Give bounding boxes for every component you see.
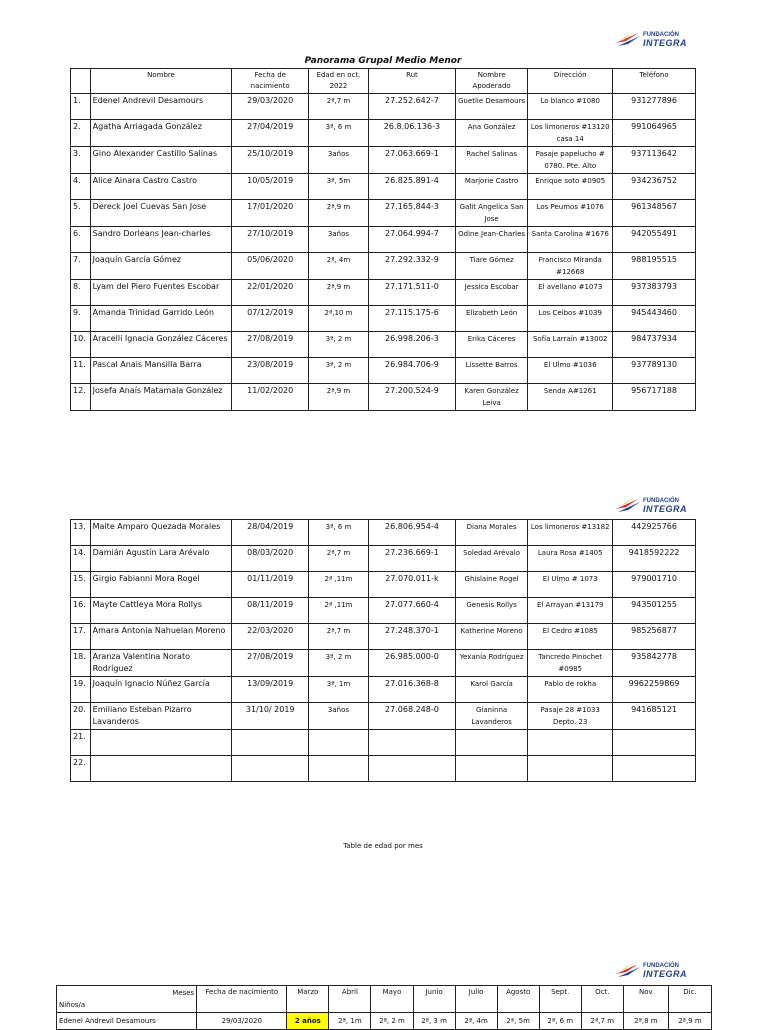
birth-date: 17/01/2020 xyxy=(232,200,309,227)
age-value: 3años xyxy=(308,147,368,174)
roster-table-1 xyxy=(70,68,696,411)
header-guardian: Nombre Apoderado xyxy=(455,69,527,94)
header-address: Dirección xyxy=(528,69,613,94)
child-name: Damián Agustín Lara Arévalo xyxy=(90,546,232,572)
rut-value: 27.077.660-4 xyxy=(368,598,455,624)
birth-date: 01/11/2019 xyxy=(232,572,309,598)
guardian-name: Odine Jean-Charles xyxy=(455,227,527,253)
phone-value xyxy=(613,756,696,782)
guardian-name: Erika Cáceres xyxy=(455,332,527,358)
header-age: Edad en oct. 2022 xyxy=(308,69,368,94)
guardian-name: Genesis Rollys xyxy=(455,598,527,624)
row-number: 21. xyxy=(71,730,91,756)
age-value xyxy=(308,730,368,756)
table-row xyxy=(71,147,696,174)
guardian-name xyxy=(455,730,527,756)
rut-value: 27.063.669-1 xyxy=(368,147,455,174)
age-value: 3años xyxy=(308,227,368,253)
age-value: 3ª, 6 m xyxy=(308,120,368,147)
months-cell: 2ª, 1m xyxy=(329,1013,371,1030)
months-corner-cell xyxy=(57,986,197,1013)
phone-value: 934236752 xyxy=(613,174,696,200)
months-header: Mayo xyxy=(371,986,413,1013)
months-cell: 2ª,9 m xyxy=(668,1013,711,1030)
fundacion-integra-logo xyxy=(616,497,687,513)
integra-logo-icon xyxy=(616,962,640,978)
header-phone: Teléfono xyxy=(613,69,696,94)
months-cell: 2ª, 4m xyxy=(455,1013,497,1030)
header-row xyxy=(71,69,696,94)
logo-line1: FUNDACIÓN xyxy=(643,32,679,38)
table-row xyxy=(71,546,696,572)
birth-date: 25/10/2019 xyxy=(232,147,309,174)
months-cell: 2ª, 5m xyxy=(497,1013,539,1030)
table-row xyxy=(71,94,696,120)
age-value: 2ª ,11m xyxy=(308,572,368,598)
birth-date xyxy=(232,756,309,782)
row-number: 2. xyxy=(71,120,91,147)
months-header: Julio xyxy=(455,986,497,1013)
months-header: Oct. xyxy=(581,986,623,1013)
child-name: Amara Antonia Nahuelan Moreno xyxy=(90,624,232,650)
guardian-name: Ghislaine Rogel xyxy=(455,572,527,598)
months-header: Sept. xyxy=(539,986,581,1013)
rut-value: 26.8.06.136-3 xyxy=(368,120,455,147)
header-rut: Rut xyxy=(368,69,455,94)
guardian-name: Marjorie Castro xyxy=(455,174,527,200)
row-number: 17. xyxy=(71,624,91,650)
age-value: 3años xyxy=(308,703,368,730)
birth-date xyxy=(232,730,309,756)
address-value: Los Peumos #1076 xyxy=(528,200,613,227)
rut-value xyxy=(368,730,455,756)
months-cell: 2ª, 3 m xyxy=(413,1013,455,1030)
table-row xyxy=(71,332,696,358)
phone-value: 937383793 xyxy=(613,280,696,306)
age-value: 2ª,7 m xyxy=(308,94,368,120)
child-name: Gino Alexander Castillo Salinas xyxy=(90,147,232,174)
age-value: 2ª ,11m xyxy=(308,598,368,624)
rut-value: 27.236.669-1 xyxy=(368,546,455,572)
row-number: 1. xyxy=(71,94,91,120)
birth-date: 22/03/2020 xyxy=(232,624,309,650)
table-row xyxy=(71,598,696,624)
months-header: Abril xyxy=(329,986,371,1013)
months-data-row xyxy=(57,1013,712,1030)
row-number: 13. xyxy=(71,520,91,546)
months-child-name: Edenel Andrevil Desamours xyxy=(57,1013,197,1030)
table-row xyxy=(71,520,696,546)
table-row xyxy=(71,572,696,598)
birth-date: 08/11/2019 xyxy=(232,598,309,624)
birth-date: 08/03/2020 xyxy=(232,546,309,572)
child-name: Sandro Dorleans Jean-charles xyxy=(90,227,232,253)
phone-value: 943501255 xyxy=(613,598,696,624)
age-value: 2ª,7 m xyxy=(308,546,368,572)
logo-line1: FUNDACIÓN xyxy=(643,963,679,969)
row-number: 18. xyxy=(71,650,91,677)
child-name: Dereck Joel Cuevas San Jose xyxy=(90,200,232,227)
address-value xyxy=(528,730,613,756)
child-name: Aracelli Ignacia González Cáceres xyxy=(90,332,232,358)
phone-value: 945443460 xyxy=(613,306,696,332)
child-name: Girgio Fabianni Mora Rogel xyxy=(90,572,232,598)
rut-value: 27.068.248-0 xyxy=(368,703,455,730)
rut-value xyxy=(368,756,455,782)
age-value: 2ª,7 m xyxy=(308,624,368,650)
address-value: Pasaje 28 #1033 Depto. 23 xyxy=(528,703,613,730)
address-value xyxy=(528,756,613,782)
child-name: Joaquín García Gómez xyxy=(90,253,232,280)
address-value: Sofía Larraín #13002 xyxy=(528,332,613,358)
row-number: 11. xyxy=(71,358,91,384)
table-row xyxy=(71,253,696,280)
birth-date: 07/12/2019 xyxy=(232,306,309,332)
address-value: El Arrayan #13179 xyxy=(528,598,613,624)
months-header: Nov xyxy=(623,986,668,1013)
row-number: 7. xyxy=(71,253,91,280)
roster-table-2 xyxy=(70,519,696,782)
months-cell-highlighted: 2 años xyxy=(287,1013,329,1030)
phone-value: 942055491 xyxy=(613,227,696,253)
address-value: Los limoneros #13120 casa 14 xyxy=(528,120,613,147)
address-value: Pasaje papelucho # 0780. Pte. Alto xyxy=(528,147,613,174)
address-value: Senda A#1261 xyxy=(528,384,613,411)
guardian-name: Katherine Moreno xyxy=(455,624,527,650)
row-number: 8. xyxy=(71,280,91,306)
months-cell: 29/03/2020 xyxy=(197,1013,287,1030)
integra-logo-icon xyxy=(616,31,640,47)
address-value: Los limoneros #13182 xyxy=(528,520,613,546)
phone-value: 442925766 xyxy=(613,520,696,546)
address-value: Los Ceibos #1039 xyxy=(528,306,613,332)
phone-value: 935842778 xyxy=(613,650,696,677)
rut-value: 27.016.368-8 xyxy=(368,677,455,703)
phone-value: 931277896 xyxy=(613,94,696,120)
row-number: 20. xyxy=(71,703,91,730)
row-number: 6. xyxy=(71,227,91,253)
rut-value: 26.825.891-4 xyxy=(368,174,455,200)
child-name: Aranza Valentina Norato Rodríguez xyxy=(90,650,232,677)
rut-value: 26.984.706-9 xyxy=(368,358,455,384)
page-title: Panorama Grupal Medio Menor xyxy=(304,56,462,66)
guardian-name: Karol García xyxy=(455,677,527,703)
months-header: Fecha de nacimiento xyxy=(197,986,287,1013)
row-number: 16. xyxy=(71,598,91,624)
guardian-name: Rachel Salinas xyxy=(455,147,527,174)
address-value: Francisco Miranda #12668 xyxy=(528,253,613,280)
logo-line2: INTEGRA xyxy=(643,969,687,979)
guardian-name xyxy=(455,756,527,782)
birth-date: 22/01/2020 xyxy=(232,280,309,306)
months-corner-top: Meses xyxy=(172,989,195,997)
birth-date: 11/02/2020 xyxy=(232,384,309,411)
birth-date: 10/05/2019 xyxy=(232,174,309,200)
birth-date: 27/08/2019 xyxy=(232,650,309,677)
guardian-name: Diana Morales xyxy=(455,520,527,546)
guardian-name: Yexania Rodríguez xyxy=(455,650,527,677)
table-row xyxy=(71,703,696,730)
birth-date: 27/08/2019 xyxy=(232,332,309,358)
phone-value: 961348567 xyxy=(613,200,696,227)
age-value: 3ª, 2 m xyxy=(308,332,368,358)
row-number: 15. xyxy=(71,572,91,598)
birth-date: 23/08/2019 xyxy=(232,358,309,384)
age-value: 2ª,10 m xyxy=(308,306,368,332)
child-name: Pascal Anais Mansilla Barra xyxy=(90,358,232,384)
child-name: Agatha Arriagada González xyxy=(90,120,232,147)
row-number: 5. xyxy=(71,200,91,227)
rut-value: 26.985.000-0 xyxy=(368,650,455,677)
row-number: 3. xyxy=(71,147,91,174)
child-name: Joaquín Ignacio Núñez García xyxy=(90,677,232,703)
birth-date: 29/03/2020 xyxy=(232,94,309,120)
guardian-name: Guetlie Desamours xyxy=(455,94,527,120)
age-value: 3ª, 6 m xyxy=(308,520,368,546)
birth-date: 28/04/2019 xyxy=(232,520,309,546)
rut-value: 27.292.332-9 xyxy=(368,253,455,280)
birth-date: 27/10/2019 xyxy=(232,227,309,253)
row-number: 4. xyxy=(71,174,91,200)
child-name: Lyam del Piero Fuentes Escobar xyxy=(90,280,232,306)
age-value: 3ª, 2 m xyxy=(308,358,368,384)
age-value xyxy=(308,756,368,782)
row-number: 10. xyxy=(71,332,91,358)
phone-value: 984737934 xyxy=(613,332,696,358)
phone-value: 956717188 xyxy=(613,384,696,411)
table-row xyxy=(71,384,696,411)
phone-value: 9418592222 xyxy=(613,546,696,572)
table-row xyxy=(71,756,696,782)
row-number: 9. xyxy=(71,306,91,332)
table-row xyxy=(71,174,696,200)
rut-value: 26.998.206-3 xyxy=(368,332,455,358)
guardian-name: Galit Angelica San Jose xyxy=(455,200,527,227)
address-value: Tancredo Pinochet #0985 xyxy=(528,650,613,677)
guardian-name: Soledad Arévalo xyxy=(455,546,527,572)
fundacion-integra-logo xyxy=(616,31,687,47)
phone-value xyxy=(613,730,696,756)
phone-value: 941685121 xyxy=(613,703,696,730)
months-header: Marzo xyxy=(287,986,329,1013)
child-name xyxy=(90,756,232,782)
phone-value: 988195515 xyxy=(613,253,696,280)
child-name: Mayte Cattleya Mora Rollys xyxy=(90,598,232,624)
child-name: Alice Ainara Castro Castro xyxy=(90,174,232,200)
table-row xyxy=(71,306,696,332)
months-corner-bottom: Niños/a xyxy=(59,1001,86,1009)
months-age-table xyxy=(56,985,712,1030)
address-value: El avellano #1073 xyxy=(528,280,613,306)
birth-date: 27/04/2019 xyxy=(232,120,309,147)
months-cell: 2ª, 6 m xyxy=(539,1013,581,1030)
child-name: Emiliano Esteban Pizarro Lavanderos xyxy=(90,703,232,730)
rut-value: 27.070.011-k xyxy=(368,572,455,598)
phone-value: 991064965 xyxy=(613,120,696,147)
guardian-name: Karen González Leiva xyxy=(455,384,527,411)
phone-value: 937789130 xyxy=(613,358,696,384)
header-dob: Fecha de nacimiento xyxy=(232,69,309,94)
phone-value: 9962259869 xyxy=(613,677,696,703)
address-value: El Cedro #1085 xyxy=(528,624,613,650)
months-header-row xyxy=(57,986,712,1013)
rut-value: 27.200.524-9 xyxy=(368,384,455,411)
row-number: 14. xyxy=(71,546,91,572)
rut-value: 26.806.954-4 xyxy=(368,520,455,546)
rut-value: 27.171.511-0 xyxy=(368,280,455,306)
guardian-name: Elizabeth León xyxy=(455,306,527,332)
rut-value: 27.248.370-1 xyxy=(368,624,455,650)
phone-value: 979001710 xyxy=(613,572,696,598)
address-value: Enrique soto #0905 xyxy=(528,174,613,200)
address-value: Laura Rosa #1405 xyxy=(528,546,613,572)
rut-value: 27.064.994-7 xyxy=(368,227,455,253)
guardian-name: Tiare Gómez xyxy=(455,253,527,280)
child-name xyxy=(90,730,232,756)
table-row xyxy=(71,677,696,703)
table-row xyxy=(71,227,696,253)
months-header: Dic. xyxy=(668,986,711,1013)
rut-value: 27.115.175-6 xyxy=(368,306,455,332)
months-cell: 2ª,7 m xyxy=(581,1013,623,1030)
rut-value: 27.165.844-3 xyxy=(368,200,455,227)
address-value: Pablo de rokha xyxy=(528,677,613,703)
guardian-name: Jessica Escobar xyxy=(455,280,527,306)
child-name: Edenel Andrevil Desamours xyxy=(90,94,232,120)
guardian-name: Lissette Barros xyxy=(455,358,527,384)
age-value: 2ª,9 m xyxy=(308,384,368,411)
age-value: 3ª, 2 m xyxy=(308,650,368,677)
row-number: 22. xyxy=(71,756,91,782)
table-row xyxy=(71,280,696,306)
address-value: Santa Carolina #1676 xyxy=(528,227,613,253)
months-header: Junio xyxy=(413,986,455,1013)
logo-line2: INTEGRA xyxy=(643,38,687,48)
row-number: 19. xyxy=(71,677,91,703)
age-value: 3ª, 1m xyxy=(308,677,368,703)
guardian-name: Gianinna Lavanderos xyxy=(455,703,527,730)
birth-date: 05/06/2020 xyxy=(232,253,309,280)
table-row xyxy=(71,200,696,227)
months-table-caption: Table de edad por mes xyxy=(343,842,423,850)
table-row xyxy=(71,650,696,677)
phone-value: 937113642 xyxy=(613,147,696,174)
table-row xyxy=(71,730,696,756)
age-value: 2ª,9 m xyxy=(308,200,368,227)
table-row xyxy=(71,624,696,650)
integra-logo-icon xyxy=(616,497,640,513)
table-row xyxy=(71,358,696,384)
months-cell: 2ª, 2 m xyxy=(371,1013,413,1030)
header-name: Nombre xyxy=(90,69,232,94)
row-number: 12. xyxy=(71,384,91,411)
age-value: 2ª,9 m xyxy=(308,280,368,306)
logo-line1: FUNDACIÓN xyxy=(643,498,679,504)
address-value: El Ulmo #1036 xyxy=(528,358,613,384)
guardian-name: Ana González xyxy=(455,120,527,147)
age-value: 3ª, 5m xyxy=(308,174,368,200)
birth-date: 13/09/2019 xyxy=(232,677,309,703)
fundacion-integra-logo xyxy=(616,962,687,978)
phone-value: 985256877 xyxy=(613,624,696,650)
rut-value: 27.252.642-7 xyxy=(368,94,455,120)
address-value: El Ulmo # 1073 xyxy=(528,572,613,598)
child-name: Josefa Anaís Matamala González xyxy=(90,384,232,411)
address-value: Lo blanco #1080 xyxy=(528,94,613,120)
header-number xyxy=(71,69,91,94)
table-row xyxy=(71,120,696,147)
logo-line2: INTEGRA xyxy=(643,504,687,514)
age-value: 2ª, 4m xyxy=(308,253,368,280)
child-name: Amanda Trinidad Garrido León xyxy=(90,306,232,332)
months-cell: 2ª,8 m xyxy=(623,1013,668,1030)
child-name: Maite Amparo Quezada Morales xyxy=(90,520,232,546)
birth-date: 31/10/ 2019 xyxy=(232,703,309,730)
months-header: Agosto xyxy=(497,986,539,1013)
